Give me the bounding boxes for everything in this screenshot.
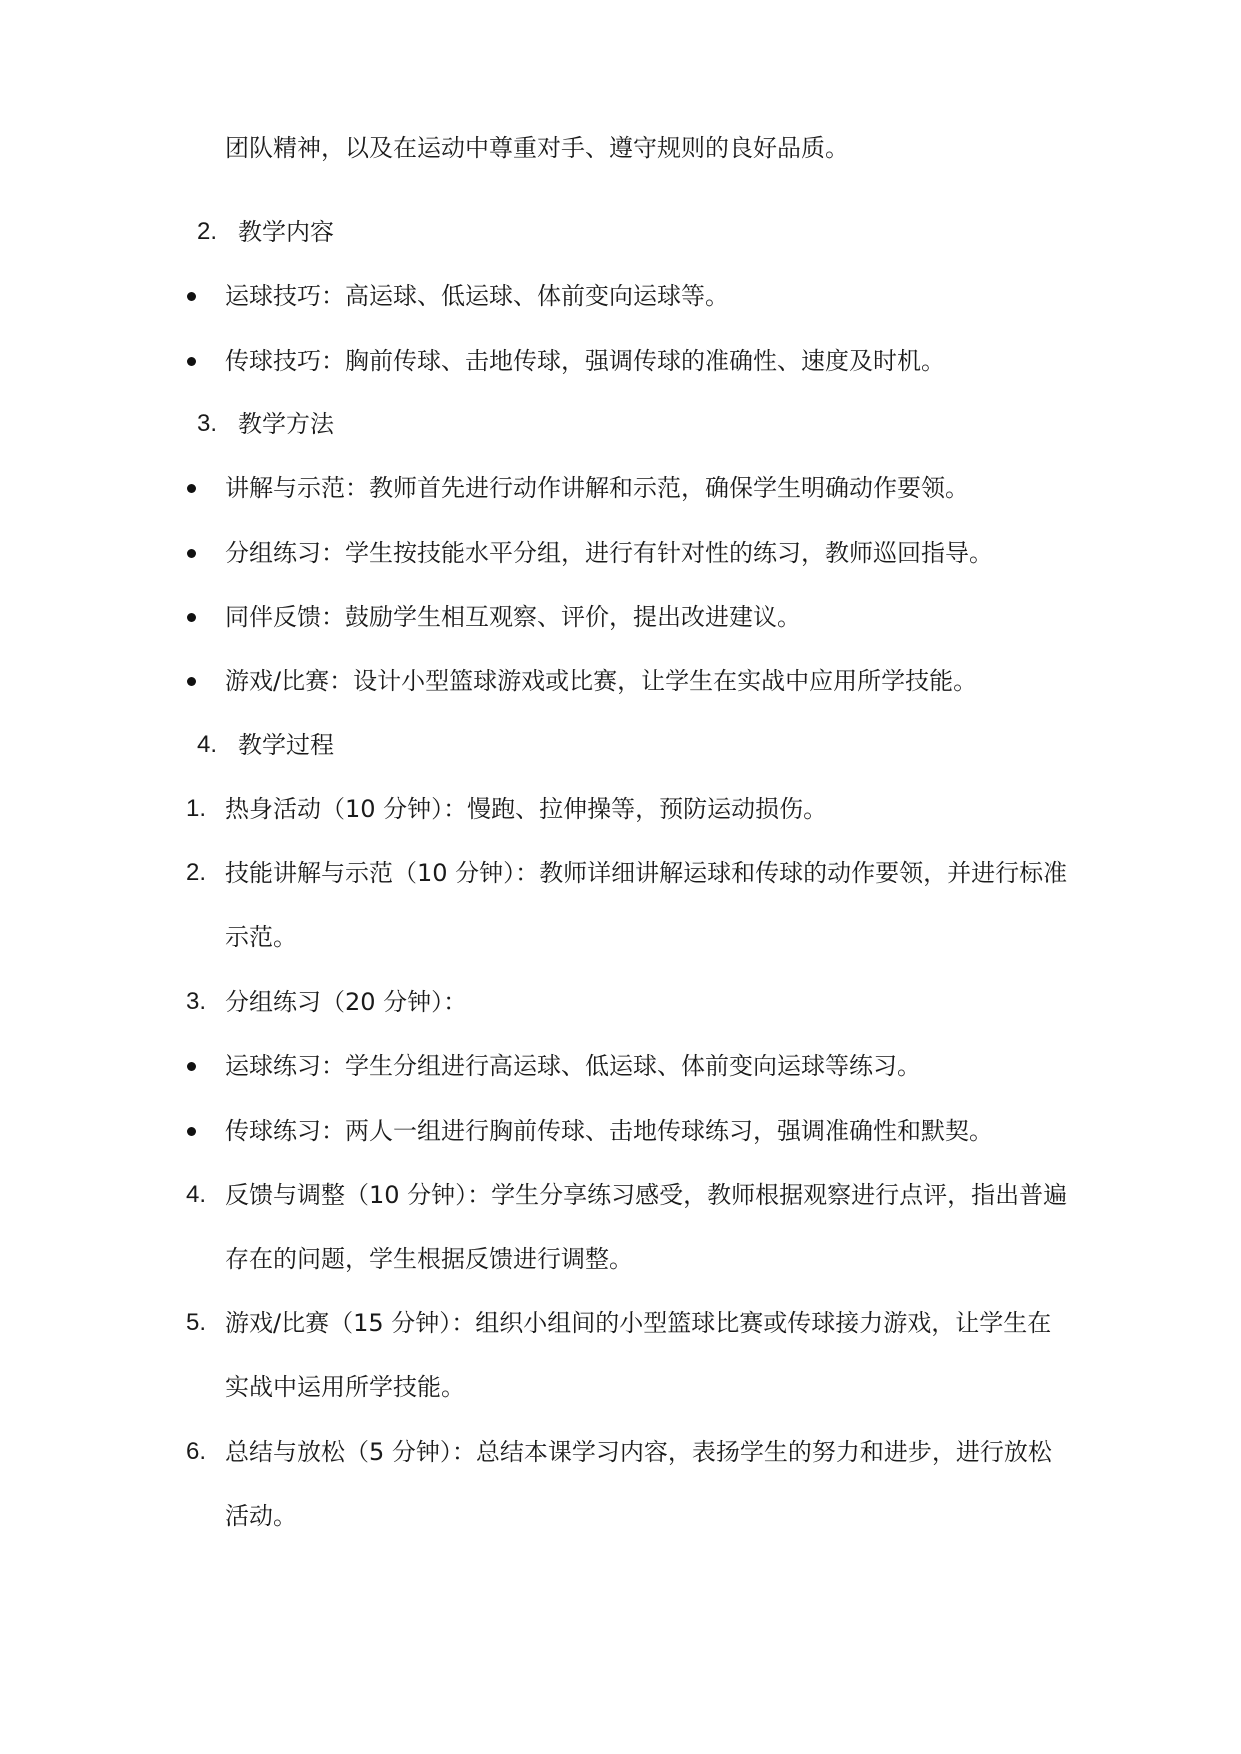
step-text: 分组练习（20 分钟）： [225, 988, 468, 1016]
section-4-number: 4. [197, 731, 218, 758]
bullet-icon [187, 549, 196, 558]
step-number: 1. [186, 795, 207, 822]
step-text-continued: 实战中运用所学技能。 [225, 1373, 465, 1401]
bullet-icon [187, 357, 196, 366]
continuation-line: 团队精神，以及在运动中尊重对手、遵守规则的良好品质。 [225, 134, 849, 162]
list-item: 运球技巧：高运球、低运球、体前变向运球等。 [225, 282, 729, 310]
section-2-number: 2. [197, 218, 218, 245]
step-number: 5. [186, 1309, 207, 1336]
step-number: 6. [186, 1438, 207, 1465]
bullet-icon [187, 613, 196, 622]
step-number: 4. [186, 1181, 207, 1208]
step-text: 技能讲解与示范（10 分钟）：教师详细讲解运球和传球的动作要领，并进行标准 [225, 859, 1068, 887]
section-3-number: 3. [197, 410, 218, 437]
list-item: 运球练习：学生分组进行高运球、低运球、体前变向运球等练习。 [225, 1052, 921, 1080]
bullet-icon [187, 1127, 196, 1136]
step-text: 热身活动（10 分钟）：慢跑、拉伸操等，预防运动损伤。 [225, 795, 828, 823]
section-4-title: 教学过程 [238, 731, 334, 759]
step-text-continued: 活动。 [225, 1502, 297, 1530]
step-text-continued: 示范。 [225, 923, 297, 951]
list-item: 传球技巧：胸前传球、击地传球，强调传球的准确性、速度及时机。 [225, 347, 945, 375]
step-number: 3. [186, 988, 207, 1015]
step-number: 2. [186, 859, 207, 886]
list-item: 讲解与示范：教师首先进行动作讲解和示范，确保学生明确动作要领。 [225, 474, 969, 502]
list-item: 游戏/比赛：设计小型篮球游戏或比赛，让学生在实战中应用所学技能。 [225, 667, 978, 695]
section-2-title: 教学内容 [238, 218, 334, 246]
list-item: 同伴反馈：鼓励学生相互观察、评价，提出改进建议。 [225, 603, 801, 631]
bullet-icon [187, 292, 196, 301]
bullet-icon [187, 677, 196, 686]
step-text: 总结与放松（5 分钟）：总结本课学习内容，表扬学生的努力和进步，进行放松 [225, 1438, 1052, 1466]
list-item: 传球练习：两人一组进行胸前传球、击地传球练习，强调准确性和默契。 [225, 1117, 993, 1145]
list-item: 分组练习：学生按技能水平分组，进行有针对性的练习，教师巡回指导。 [225, 539, 993, 567]
step-text: 游戏/比赛（15 分钟）：组织小组间的小型篮球比赛或传球接力游戏，让学生在 [225, 1309, 1052, 1337]
step-text: 反馈与调整（10 分钟）：学生分享练习感受，教师根据观察进行点评，指出普遍 [225, 1181, 1068, 1209]
bullet-icon [187, 484, 196, 493]
step-text-continued: 存在的问题，学生根据反馈进行调整。 [225, 1245, 633, 1273]
bullet-icon [187, 1062, 196, 1071]
section-3-title: 教学方法 [238, 410, 334, 438]
